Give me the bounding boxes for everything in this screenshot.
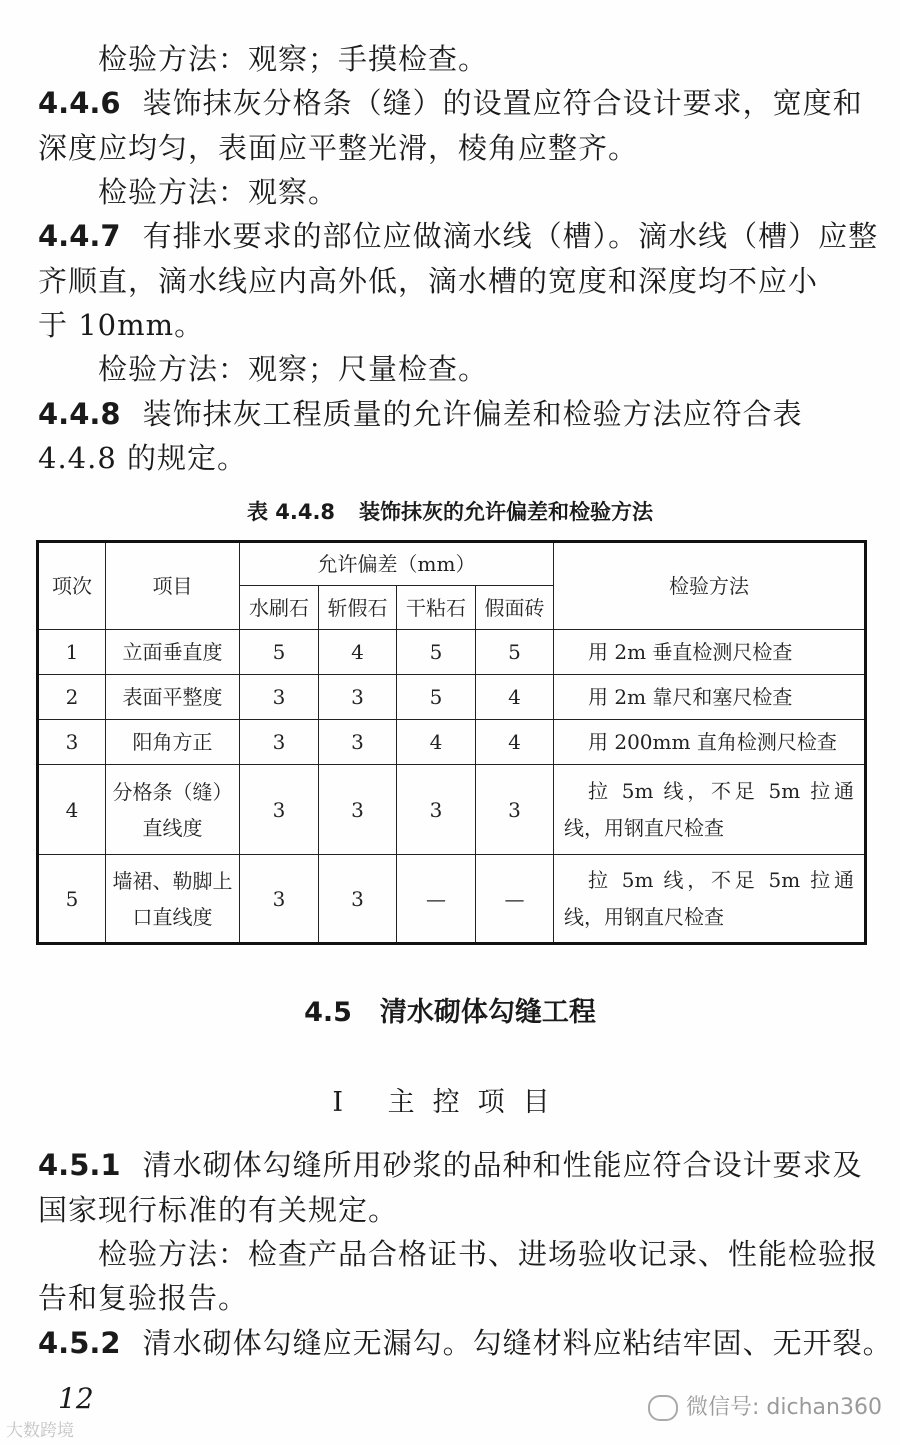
cell-value: 5 — [240, 630, 319, 675]
table-row — [38, 630, 866, 675]
header-method: 检验方法 — [554, 542, 866, 630]
cell-item: 阳角方正 — [106, 720, 240, 765]
cell-value: 3 — [240, 765, 319, 855]
cell-no: 1 — [38, 630, 106, 675]
cell-value: 4 — [397, 720, 476, 765]
cell-value: 3 — [319, 675, 397, 720]
clause-number: 4.5.1 — [38, 1148, 121, 1182]
cell-value: — — [476, 855, 554, 944]
header-col: 斩假石 — [319, 586, 397, 630]
header-item: 项目 — [106, 542, 240, 630]
clause-number: 4.4.7 — [38, 219, 121, 253]
cell-value: 3 — [476, 765, 554, 855]
cell-value: 4 — [319, 630, 397, 675]
cell-value: 3 — [240, 675, 319, 720]
cell-method: 用 200mm 直角检测尺检查 — [554, 720, 866, 765]
clause-4-5-1: 4.5.1 清水砌体勾缝所用砂浆的品种和性能应符合设计要求及 — [38, 1148, 863, 1182]
cell-item: 表面平整度 — [106, 675, 240, 720]
cell-no: 4 — [38, 765, 106, 855]
cell-value: 3 — [319, 855, 397, 944]
cell-method: 拉 5m 线，不足 5m 拉通线，用钢直尺检查 — [554, 765, 866, 855]
cell-item: 分格条（缝）直线度 — [106, 765, 240, 855]
cell-value: 3 — [319, 765, 397, 855]
cell-value: 3 — [240, 855, 319, 944]
clause-4-4-6: 4.4.6 装饰抹灰分格条（缝）的设置应符合设计要求，宽度和 — [38, 86, 863, 120]
corner-watermark: 大数跨境 — [6, 1421, 74, 1441]
subsection-heading: Ⅰ 主控项目 — [332, 1087, 568, 1118]
clause-4-4-7: 4.4.7 有排水要求的部位应做滴水线（槽）。滴水线（槽）应整 — [38, 219, 879, 253]
wechat-icon — [648, 1395, 678, 1421]
clause-4-5-2: 4.5.2 清水砌体勾缝应无漏勾。勾缝材料应粘结牢固、无开裂。 — [38, 1326, 893, 1360]
table-header-row — [38, 542, 866, 586]
header-no: 项次 — [38, 542, 106, 630]
cell-no: 5 — [38, 855, 106, 944]
text-line: 告和复验报告。 — [38, 1281, 249, 1315]
section-heading: 4.5 清水砌体勾缝工程 — [304, 997, 596, 1028]
cell-no: 2 — [38, 675, 106, 720]
table-caption: 表 4.4.8 装饰抹灰的允许偏差和检验方法 — [246, 500, 654, 524]
cell-value: 3 — [240, 720, 319, 765]
cell-method: 拉 5m 线，不足 5m 拉通线，用钢直尺检查 — [554, 855, 866, 944]
cell-value: 5 — [476, 630, 554, 675]
header-col: 干粘石 — [397, 586, 476, 630]
table-row — [38, 720, 866, 765]
cell-value: 5 — [397, 675, 476, 720]
wechat-watermark: 微信号: dichan360 — [648, 1390, 882, 1421]
table-row — [38, 855, 866, 944]
text-line: 深度应均匀，表面应平整光滑，棱角应整齐。 — [38, 131, 639, 165]
clause-4-4-8: 4.4.8 装饰抹灰工程质量的允许偏差和检验方法应符合表 — [38, 397, 803, 431]
table-row — [38, 765, 866, 855]
clause-number: 4.4.6 — [38, 86, 121, 120]
clause-number: 4.5.2 — [38, 1326, 121, 1360]
header-tolerance: 允许偏差（mm） — [240, 542, 554, 586]
text-line: 国家现行标准的有关规定。 — [38, 1193, 399, 1227]
clause-number: 4.4.8 — [38, 397, 121, 431]
cell-item: 立面垂直度 — [106, 630, 240, 675]
cell-method: 用 2m 垂直检测尺检查 — [554, 630, 866, 675]
cell-value: 4 — [476, 675, 554, 720]
page-number: 12 — [58, 1382, 94, 1415]
cell-no: 3 — [38, 720, 106, 765]
cell-value: — — [397, 855, 476, 944]
text-line: 检验方法：观察；手摸检查。 — [98, 42, 489, 76]
deviation-table — [36, 540, 867, 945]
header-col: 水刷石 — [240, 586, 319, 630]
header-col: 假面砖 — [476, 586, 554, 630]
text-line: 4.4.8 的规定。 — [38, 441, 248, 475]
text-line: 检验方法：观察。 — [98, 175, 339, 209]
cell-value: 5 — [397, 630, 476, 675]
text-line: 齐顺直，滴水线应内高外低，滴水槽的宽度和深度均不应小 — [38, 264, 819, 298]
cell-value: 3 — [319, 720, 397, 765]
text-line: 检验方法：检查产品合格证书、进场验收记录、性能检验报 — [98, 1237, 879, 1271]
cell-value: 3 — [397, 765, 476, 855]
cell-value: 4 — [476, 720, 554, 765]
table-row — [38, 675, 866, 720]
text-line: 于 10mm。 — [38, 308, 205, 342]
cell-item: 墙裙、勒脚上口直线度 — [106, 855, 240, 944]
cell-method: 用 2m 靠尺和塞尺检查 — [554, 675, 866, 720]
text-line: 检验方法：观察；尺量检查。 — [98, 352, 489, 386]
